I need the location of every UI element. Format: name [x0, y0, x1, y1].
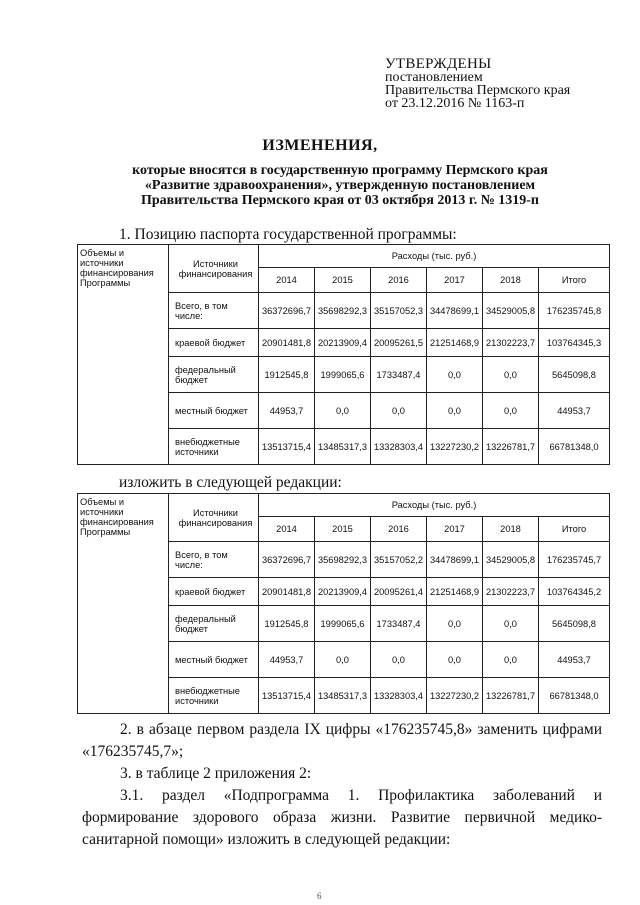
- approval-line: Правительства Пермского края: [385, 83, 571, 98]
- value-cell: 0,0: [371, 642, 427, 678]
- header-row: [78, 245, 610, 268]
- value-cell: 1912545,8: [259, 606, 315, 642]
- value-cell: 13226781,7: [483, 678, 539, 714]
- value-cell: 0,0: [483, 642, 539, 678]
- value-cell: 66781348,0: [539, 429, 610, 465]
- subtitle-line: «Развитие здравоохранения», утвержденную постановлением: [144, 178, 536, 193]
- value-cell: 5645098,8: [539, 606, 610, 642]
- value-cell: 13513715,4: [259, 678, 315, 714]
- financing-table-new: [77, 493, 610, 714]
- value-cell: 34478699,1: [427, 542, 483, 578]
- value-cell: 20095261,4: [371, 578, 427, 606]
- year-header-cell: 2016: [371, 517, 427, 542]
- document-subtitle: [60, 163, 620, 208]
- value-cell: 21302223,7: [483, 578, 539, 606]
- source-label-cell: федеральный бюджет: [169, 357, 259, 393]
- value-cell: 1733487,4: [371, 606, 427, 642]
- value-cell: 13485317,3: [315, 678, 371, 714]
- paragraph-1: 1. Позицию паспорта государственной программы:: [119, 226, 457, 243]
- year-header-cell: 2017: [427, 268, 483, 293]
- approval-block: [385, 58, 570, 110]
- value-cell: 0,0: [427, 393, 483, 429]
- value-cell: 0,0: [427, 357, 483, 393]
- document-title: ИЗМЕНЕНИЯ,: [262, 137, 378, 154]
- value-cell: 176235745,7: [539, 542, 610, 578]
- value-cell: 0,0: [315, 393, 371, 429]
- value-cell: 0,0: [371, 393, 427, 429]
- value-cell: 44953,7: [539, 393, 610, 429]
- item-3: 3. в таблице 2 приложения 2:: [120, 765, 312, 782]
- expenses-header-cell: Расходы (тыс. руб.): [259, 494, 610, 517]
- source-label-cell: местный бюджет: [169, 642, 259, 678]
- value-cell: 0,0: [483, 393, 539, 429]
- source-label-cell: Всего, в том числе:: [169, 542, 259, 578]
- year-header-cell: Итого: [539, 268, 610, 293]
- value-cell: 1999065,6: [315, 357, 371, 393]
- source-label-cell: краевой бюджет: [169, 329, 259, 357]
- value-cell: 20901481,8: [259, 578, 315, 606]
- year-header-cell: 2015: [315, 268, 371, 293]
- table-body: [78, 245, 610, 465]
- source-label-cell: внебюджетные источники: [169, 429, 259, 465]
- section-label-cell: Объемы и источники финансирования Программы: [78, 494, 169, 714]
- value-cell: 103764345,3: [539, 329, 610, 357]
- value-cell: 13226781,7: [483, 429, 539, 465]
- value-cell: 20213909,4: [315, 578, 371, 606]
- value-cell: 13485317,3: [315, 429, 371, 465]
- paragraph-new-edition: изложить в следующей редакции:: [119, 474, 342, 491]
- page-number: 6: [317, 891, 322, 901]
- value-cell: 20213909,4: [315, 329, 371, 357]
- value-cell: 35157052,3: [371, 293, 427, 329]
- value-cell: 36372696,7: [259, 293, 315, 329]
- year-header-cell: Итого: [539, 517, 610, 542]
- year-header-cell: 2018: [483, 517, 539, 542]
- subtitle-line: которые вносятся в государственную программу Пермского края: [132, 163, 548, 178]
- source-label-cell: внебюджетные источники: [169, 678, 259, 714]
- value-cell: 34529005,8: [483, 542, 539, 578]
- value-cell: 35157052,2: [371, 542, 427, 578]
- year-header-cell: 2018: [483, 268, 539, 293]
- value-cell: 1912545,8: [259, 357, 315, 393]
- value-cell: 13227230,2: [427, 678, 483, 714]
- year-header-cell: 2015: [315, 517, 371, 542]
- value-cell: 21251468,9: [427, 329, 483, 357]
- value-cell: 20095261,5: [371, 329, 427, 357]
- approval-line: постановлением: [385, 70, 483, 85]
- value-cell: 0,0: [315, 642, 371, 678]
- value-cell: 1999065,6: [315, 606, 371, 642]
- value-cell: 34478699,1: [427, 293, 483, 329]
- value-cell: 44953,7: [539, 642, 610, 678]
- year-header-cell: 2017: [427, 517, 483, 542]
- value-cell: 5645098,8: [539, 357, 610, 393]
- value-cell: 13513715,4: [259, 429, 315, 465]
- value-cell: 13227230,2: [427, 429, 483, 465]
- approval-line: от 23.12.2016 № 1163-п: [385, 96, 525, 111]
- item-3-1: 3.1. раздел «Подпрограмма 1. Профилактика заболеваний и формирование здорового образа жизни. Развитие первичной медико-санитарной помощи» изложить в следующей редакции:: [82, 787, 602, 848]
- value-cell: 44953,7: [259, 642, 315, 678]
- value-cell: 35698292,3: [315, 293, 371, 329]
- value-cell: 44953,7: [259, 393, 315, 429]
- source-label-cell: Всего, в том числе:: [169, 293, 259, 329]
- financing-table-old: [77, 244, 610, 465]
- value-cell: 13328303,4: [371, 678, 427, 714]
- sources-header-cell: Источники финансирования: [169, 245, 259, 293]
- value-cell: 0,0: [483, 357, 539, 393]
- value-cell: 1733487,4: [371, 357, 427, 393]
- value-cell: 35698292,3: [315, 542, 371, 578]
- year-header-cell: 2016: [371, 268, 427, 293]
- value-cell: 66781348,0: [539, 678, 610, 714]
- value-cell: 103764345,2: [539, 578, 610, 606]
- header-row: [78, 494, 610, 517]
- value-cell: 36372696,7: [259, 542, 315, 578]
- table-body: [78, 494, 610, 714]
- year-header-cell: 2014: [259, 268, 315, 293]
- expenses-header-cell: Расходы (тыс. руб.): [259, 245, 610, 268]
- value-cell: 176235745,8: [539, 293, 610, 329]
- source-label-cell: федеральный бюджет: [169, 606, 259, 642]
- source-label-cell: местный бюджет: [169, 393, 259, 429]
- value-cell: 0,0: [427, 606, 483, 642]
- value-cell: 21251468,9: [427, 578, 483, 606]
- section-label-cell: Объемы и источники финансирования Программы: [78, 245, 169, 465]
- source-label-cell: краевой бюджет: [169, 578, 259, 606]
- approval-head: УТВЕРЖДЕНЫ: [385, 56, 492, 72]
- value-cell: 13328303,4: [371, 429, 427, 465]
- sources-header-cell: Источники финансирования: [169, 494, 259, 542]
- value-cell: 34529005,8: [483, 293, 539, 329]
- item-2: 2. в абзаце первом раздела IX цифры «176235745,8» заменить цифрами «176235745,7»;: [82, 721, 602, 760]
- year-header-cell: 2014: [259, 517, 315, 542]
- value-cell: 21302223,7: [483, 329, 539, 357]
- value-cell: 20901481,8: [259, 329, 315, 357]
- subtitle-line: Правительства Пермского края от 03 октября 2013 г. № 1319-п: [140, 193, 539, 208]
- value-cell: 0,0: [427, 642, 483, 678]
- value-cell: 0,0: [483, 606, 539, 642]
